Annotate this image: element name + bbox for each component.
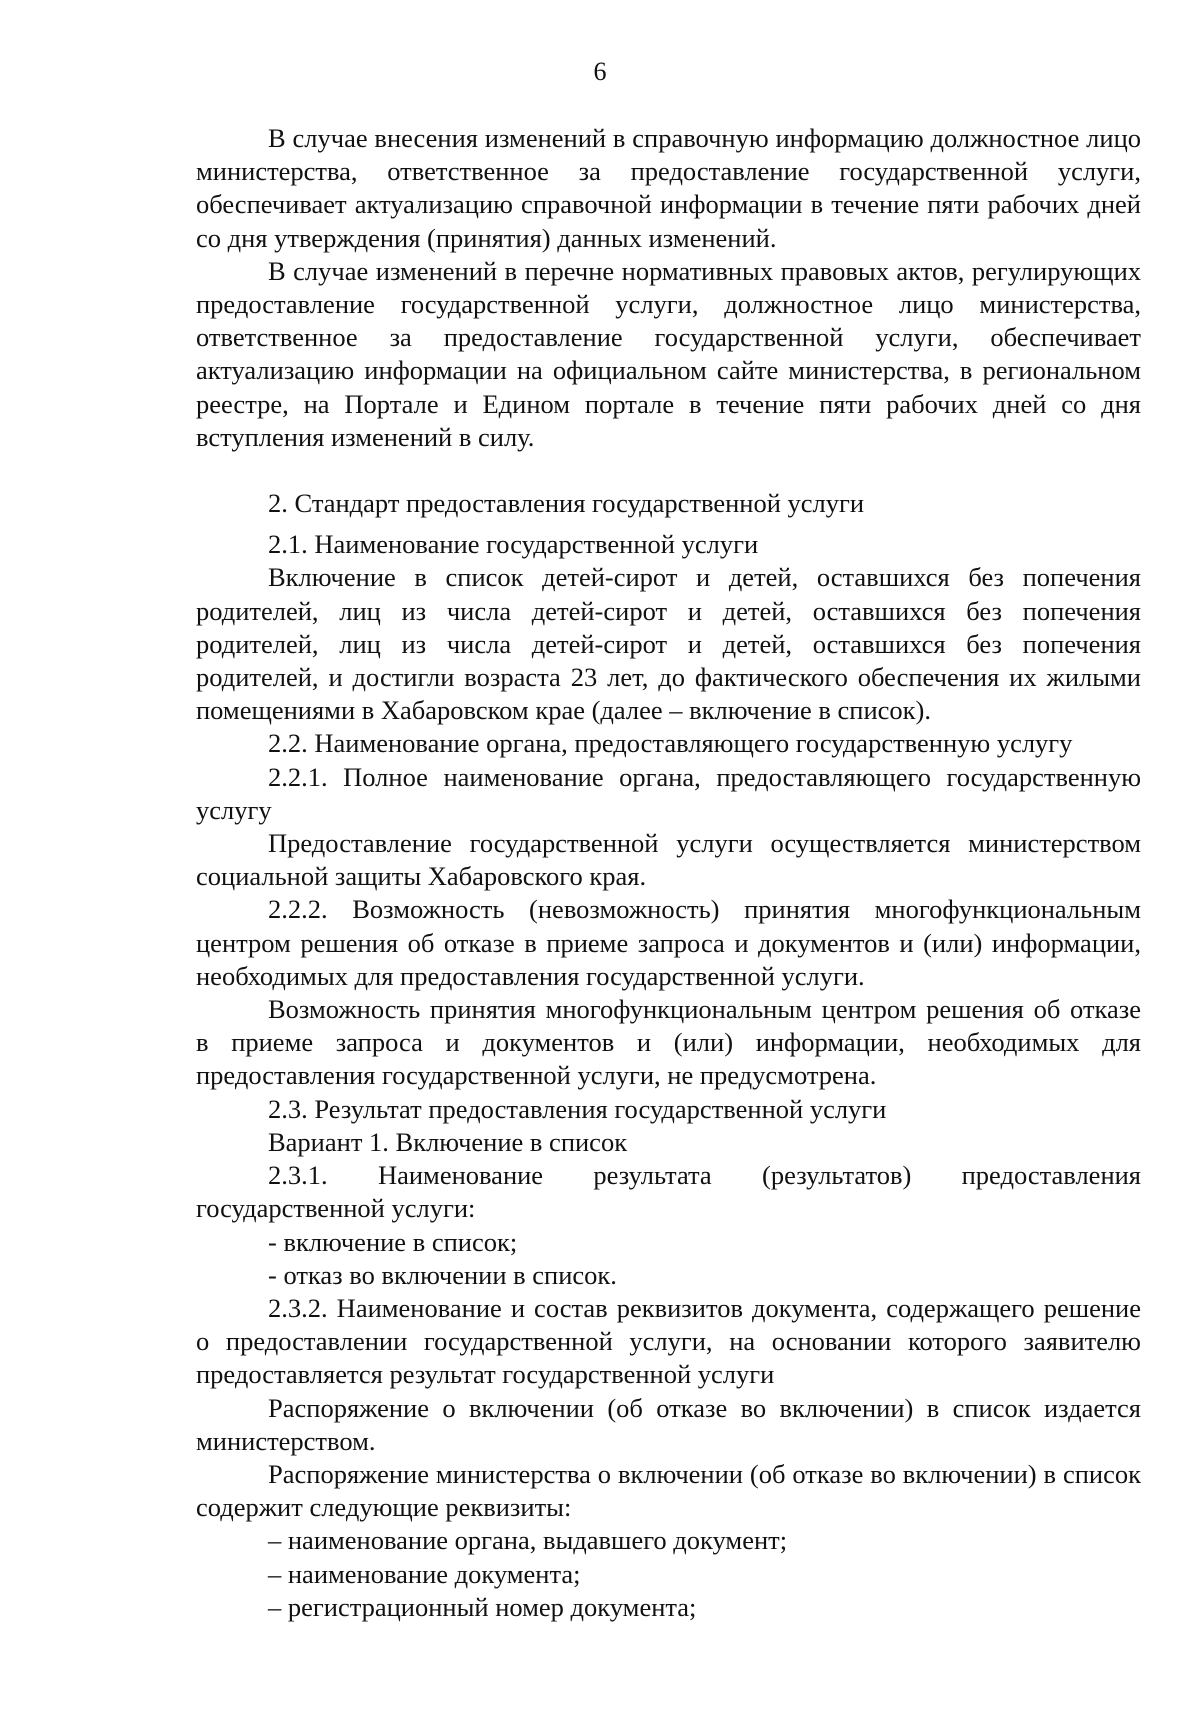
subsection-heading-service-name: 2.1. Наименование государственной услуги bbox=[268, 529, 759, 560]
variant-heading: Вариант 1. Включение в список bbox=[268, 1126, 628, 1157]
paragraph-mfc-refusal: Возможность принятия многофункциональным центром решения об отказе в приеме запроса и документов и (или) информации, необходимых для предоставления государственной услуги, не предусмотрена. bbox=[196, 994, 1141, 1091]
paragraph-order-requisites: Распоряжение министерства о включении (об отказе во включении) в список содержит следующие реквизиты: bbox=[196, 1458, 1141, 1523]
subsection-heading-authority: 2.2. Наименование органа, предоставляющего государственную услугу bbox=[268, 728, 1073, 759]
page-number: 6 bbox=[593, 57, 607, 86]
list-item-issuing-authority: – наименование органа, выдавшего документ; bbox=[268, 1525, 788, 1556]
list-item-refusal: - отказ во включении в список. bbox=[268, 1259, 617, 1290]
paragraph-reference-info-update: В случае внесения изменений в справочную информацию должностное лицо министерства, ответственное за предоставление государственной услуги, обеспечивает актуализацию справочной информации в течение пяти рабочих дней со дня утверждения (принятия) данных изменений. bbox=[196, 123, 1141, 253]
subsection-heading-authority-full-name: 2.2.1. Полное наименование органа, предоставляющего государственную услугу bbox=[196, 761, 1141, 825]
list-item-registration-number: – регистрационный номер документа; bbox=[268, 1591, 697, 1622]
list-item-inclusion: - включение в список; bbox=[268, 1226, 518, 1257]
paragraph-order-issued: Распоряжение о включении (об отказе во включении) в список издается министерством. bbox=[196, 1392, 1141, 1456]
paragraph-legal-acts-update: В случае изменений в перечне нормативных правовых актов, регулирующих предоставление государственной услуги, должностное лицо министерства, ответственное за предоставление государственной услуги, обеспечивает актуализацию информации на официальном сайте министерства, в региональном реестре, на Портале и Едином портале в течение пяти рабочих дней со дня вступления изменений в силу. bbox=[196, 255, 1141, 452]
list-item-document-name: – наименование документа; bbox=[268, 1558, 581, 1589]
paragraph-authority: Предоставление государственной услуги осуществляется министерством социальной защиты Хабаровского края. bbox=[196, 828, 1141, 892]
subsection-heading-result: 2.3. Результат предоставления государственной услуги bbox=[268, 1093, 887, 1124]
document-body bbox=[196, 122, 1141, 1624]
paragraph-mfc-refusal-heading: 2.2.2. Возможность (невозможность) принятия многофункциональным центром решения об отказе в приеме запроса и документов и (или) информации, необходимых для предоставления государственной услуги. bbox=[196, 894, 1141, 991]
paragraph-decision-document: 2.3.2. Наименование и состав реквизитов документа, содержащего решение о предоставлении государственной услуги, на основании которого заявителю предоставляется результат государственной услуги bbox=[196, 1292, 1141, 1390]
subsection-heading-result-name: 2.3.1. Наименование результата (результатов) предоставления государственной услуги: bbox=[196, 1160, 1141, 1224]
paragraph-service-name: Включение в список детей-сирот и детей, оставшихся без попечения родителей, лиц из числа детей-сирот и детей, оставшихся без попечения родителей, лиц из числа детей-сирот и детей, оставшихся без попечения родителей, и достигли возраста 23 лет, до фактического обеспечения их жилыми помещениями в Хабаровском крае (далее – включение в список). bbox=[196, 562, 1141, 726]
section-heading-service-standard: 2. Стандарт предоставления государственной услуги bbox=[268, 488, 865, 519]
